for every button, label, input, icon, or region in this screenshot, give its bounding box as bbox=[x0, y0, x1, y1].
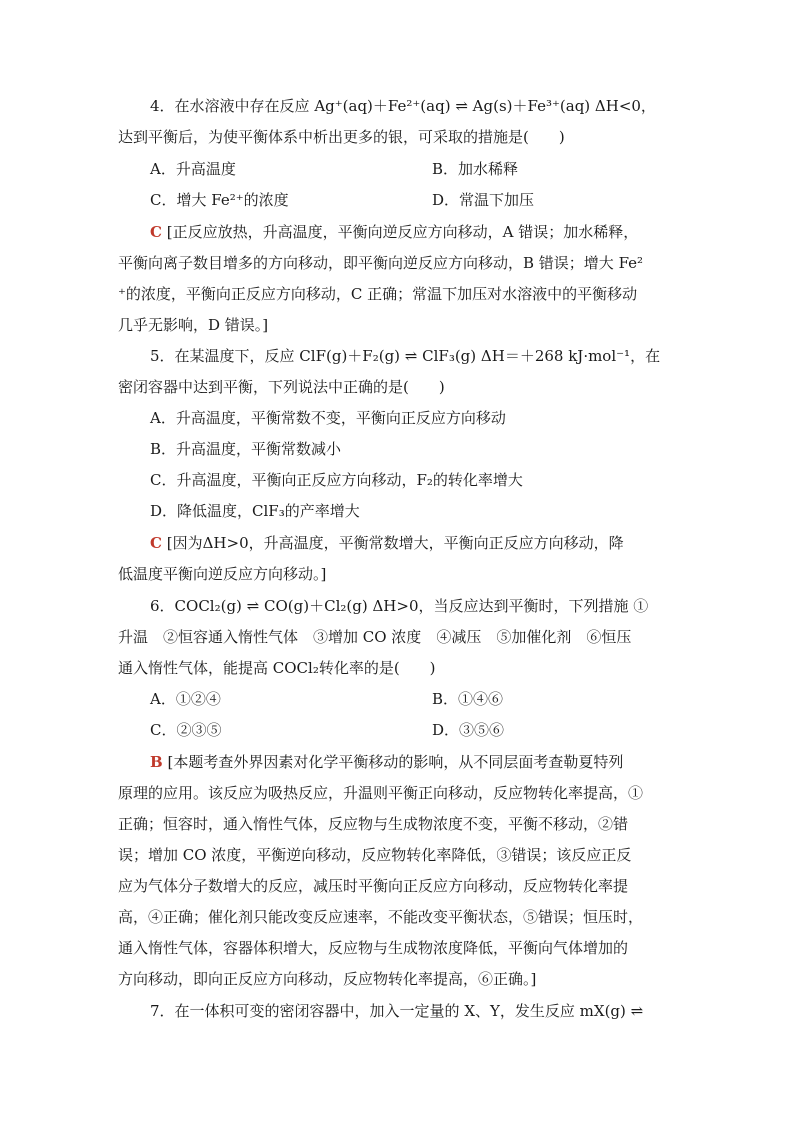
q4-explanation-line-1 bbox=[150, 222, 638, 242]
q5-stem-line-1: 5．在某温度下，反应 ClF(g)＋F₂(g) ⇌ ClF₃(g) ΔH＝＋268 kJ·mol⁻¹，在 bbox=[150, 347, 661, 365]
q5-explanation-text-1: [因为ΔH>0，升高温度，平衡常数增大，平衡向正反应方向移动，降 bbox=[166, 534, 624, 552]
q6-option-c: C．②③⑤ bbox=[150, 721, 222, 739]
q6-stem-line-1: 6．COCl₂(g) ⇌ CO(g)＋Cl₂(g) ΔH>0，当反应达到平衡时，下列措施 ① bbox=[150, 597, 649, 615]
q6-explanation-line-7: 通入惰性气体，容器体积增大，反应物与生成物浓度降低，平衡向气体增加的 bbox=[118, 939, 629, 957]
q6-option-b: B．①④⑥ bbox=[432, 690, 504, 708]
q6-explanation-text-1: [本题考查外界因素对化学平衡移动的影响，从不同层面考查勒夏特列 bbox=[167, 753, 624, 771]
q6-answer: B bbox=[150, 753, 163, 771]
q6-stem-line-2: 升温 ②恒容通入惰性气体 ③增加 CO 浓度 ④减压 ⑤加催化剂 ⑥恒压 bbox=[118, 628, 632, 646]
q5-option-c: C．升高温度，平衡向正反应方向移动，F₂的转化率增大 bbox=[150, 471, 523, 489]
q6-option-d: D．③⑤⑥ bbox=[432, 721, 505, 739]
q5-option-d: D．降低温度，ClF₃的产率增大 bbox=[150, 502, 360, 520]
q6-explanation-line-6: 高，④正确；催化剂只能改变反应速率，不能改变平衡状态，⑤错误；恒压时， bbox=[118, 908, 644, 926]
q6-explanation-line-5: 应为气体分子数增大的反应，减压时平衡向正反应方向移动，反应物转化率提 bbox=[118, 877, 629, 895]
q4-option-c: C．增大 Fe²⁺的浓度 bbox=[150, 191, 289, 209]
q5-explanation-line-2: 低温度平衡向逆反应方向移动。] bbox=[118, 565, 327, 583]
q4-explanation-line-3: ⁺的浓度，平衡向正反应方向移动，C 正确；常温下加压对水溶液中的平衡移动 bbox=[118, 285, 638, 303]
q6-stem-line-3: 通入惰性气体，能提高 COCl₂转化率的是( ) bbox=[118, 659, 436, 677]
q6-explanation-line-1 bbox=[150, 752, 623, 772]
q4-explanation-line-4: 几乎无影响，D 错误。] bbox=[118, 316, 269, 334]
q5-option-a: A．升高温度，平衡常数不变，平衡向正反应方向移动 bbox=[150, 409, 506, 427]
q7-stem-line-1: 7．在一体积可变的密闭容器中，加入一定量的 X、Y，发生反应 mX(g) ⇌ bbox=[150, 1002, 644, 1020]
q4-explanation-line-2: 平衡向离子数目增多的方向移动，即平衡向逆反应方向移动，B 错误；增大 Fe² bbox=[118, 254, 644, 272]
q4-option-b: B．加水稀释 bbox=[432, 160, 519, 178]
q4-stem-line-1: 4．在水溶液中存在反应 Ag⁺(aq)＋Fe²⁺(aq) ⇌ Ag(s)＋Fe³⁺(aq) ΔH<0， bbox=[150, 97, 656, 115]
q6-explanation-line-3: 正确；恒容时，通入惰性气体，反应物与生成物浓度不变，平衡不移动，②错 bbox=[118, 815, 629, 833]
q4-stem-line-2: 达到平衡后，为使平衡体系中析出更多的银，可采取的措施是( ) bbox=[118, 128, 565, 146]
q6-explanation-line-8: 方向移动，即向正反应方向移动，反应物转化率提高，⑥正确。] bbox=[118, 970, 537, 988]
q4-option-a: A．升高温度 bbox=[150, 160, 236, 178]
q5-option-b: B．升高温度，平衡常数减小 bbox=[150, 440, 342, 458]
q4-option-d: D．常温下加压 bbox=[432, 191, 535, 209]
q4-answer: C bbox=[150, 223, 162, 241]
q4-explanation-text-1: [正反应放热，升高温度，平衡向逆反应方向移动，A 错误；加水稀释， bbox=[166, 223, 639, 241]
q6-option-a: A．①②④ bbox=[150, 690, 221, 708]
q5-explanation-line-1 bbox=[150, 533, 624, 553]
q6-explanation-line-4: 误；增加 CO 浓度，平衡逆向移动，反应物转化率降低，③错误；该反应正反 bbox=[118, 846, 632, 864]
q6-explanation-line-2: 原理的应用。该反应为吸热反应，升温则平衡正向移动，反应物转化率提高，① bbox=[118, 784, 644, 802]
q5-answer: C bbox=[150, 534, 162, 552]
q5-stem-line-2: 密闭容器中达到平衡，下列说法中正确的是( ) bbox=[118, 378, 445, 396]
